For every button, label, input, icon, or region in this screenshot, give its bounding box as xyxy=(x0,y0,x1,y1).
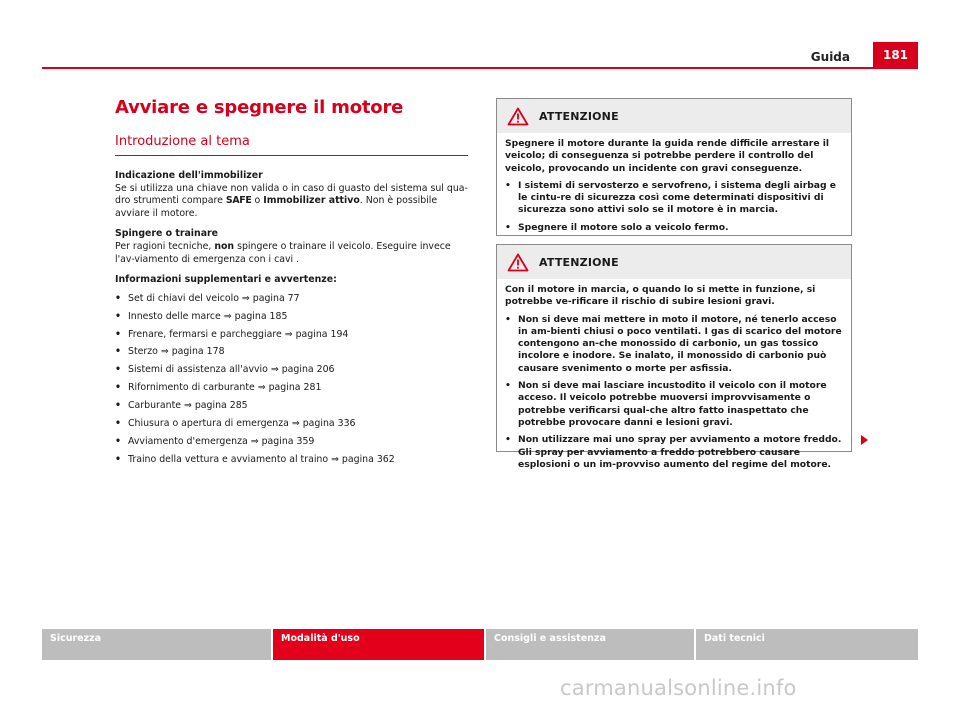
list-item: • Traino della vettura e avviamento al traino ⇒ pagina 362 xyxy=(115,454,468,467)
warning-intro: Spegnere il motore durante la guida rende difficile arrestare il veicolo; di conseguenza si potrebbe perdere il controllo del veicolo, provocando un incidente con gravi conseguenze. xyxy=(505,138,830,174)
continue-arrow-icon xyxy=(861,435,868,445)
page-title: Avviare e spegnere il motore xyxy=(115,97,404,118)
tab-modalita-uso[interactable]: Modalità d'uso xyxy=(273,629,484,660)
tab-sicurezza[interactable]: Sicurezza xyxy=(42,629,271,660)
immobilizer-text: Se si utilizza una chiave non valida o in caso di guasto del sistema sul qua-dro strumenti compare SAFE o Immobilizer attivo. Non è possibile avviare il motore. xyxy=(115,182,468,219)
warning-bullet: • Non utilizzare mai uno spray per avviamento a motore freddo. Gli spray per avviamento a freddo potrebbero causare esplosioni o un im-provviso aumento del regime del motore. xyxy=(505,434,843,471)
section-name: Guida xyxy=(810,50,850,64)
warning-body xyxy=(497,133,851,246)
warning-header xyxy=(497,99,851,133)
list-item: • Chiusura o apertura di emergenza ⇒ pagina 336 xyxy=(115,418,468,431)
push-heading: Spingere o trainare xyxy=(115,228,218,240)
warning-intro: Con il motore in marcia, o quando lo si mette in funzione, si potrebbe ve-rificare il rischio di subire lesioni gravi. xyxy=(505,284,816,308)
warning-box-2 xyxy=(496,244,852,470)
list-item: • Innesto delle marce ⇒ pagina 185 xyxy=(115,311,468,324)
warning-header xyxy=(497,245,851,279)
warning-title: ATTENZIONE xyxy=(539,109,619,123)
immobilizer-heading: Indicazione dell'immobilizer xyxy=(115,170,263,181)
warning-bullet: • I sistemi di servosterzo e servofreno, i sistema degli airbag e le cintu-re di sicurezza così come determinati dispositivi di sicurezza sono attivi solo se il motore è in marcia. xyxy=(505,180,843,217)
warning-bullet: • Non si deve mai mettere in moto il motore, né tenerlo acceso in am-bienti chiusi o poco ventilati. I gas di scarico del motore contengono an-che monossido di carbonio, un gas tossico incolore e inodore. Se inalato, il monossido di carbonio può causare svenimento o morte per asfissia. xyxy=(505,314,843,375)
list-item: • Sistemi di assistenza all'avvio ⇒ pagina 206 xyxy=(115,364,468,377)
warning-triangle-icon xyxy=(507,253,529,272)
warning-bullet: • Spegnere il motore solo a veicolo fermo. xyxy=(505,222,843,234)
list-item: • Set di chiavi del veicolo ⇒ pagina 77 xyxy=(115,293,468,306)
tab-consigli-assistenza[interactable]: Consigli e assistenza xyxy=(486,629,694,660)
watermark: carmanualsonline.info xyxy=(560,676,797,700)
warning-title: ATTENZIONE xyxy=(539,255,619,269)
safe-symbol: SAFE xyxy=(225,195,252,207)
page-number: 181 xyxy=(873,42,918,67)
list-item: • Carburante ⇒ pagina 285 xyxy=(115,400,468,413)
left-column xyxy=(115,96,468,472)
warning-body xyxy=(497,279,851,483)
info-heading: Informazioni supplementari e avvertenze: xyxy=(115,274,337,286)
list-item: • Avviamento d'emergenza ⇒ pagina 359 xyxy=(115,436,468,449)
footer-tabs xyxy=(42,629,918,660)
warning-bullet: • Non si deve mai lasciare incustodito il veicolo con il motore acceso. Il veicolo potrebbe muoversi improvvisamente o potrebbe verificarsi qual-che altro fatto inaspettato che potrebbe provocare danni e lesioni gravi. xyxy=(505,380,843,429)
tab-dati-tecnici[interactable]: Dati tecnici xyxy=(696,629,918,660)
list-item: • Sterzo ⇒ pagina 178 xyxy=(115,346,468,359)
warning-box-1 xyxy=(496,98,852,236)
header-rule xyxy=(42,67,918,69)
list-item: • Rifornimento di carburante ⇒ pagina 281 xyxy=(115,382,468,395)
warning-triangle-icon xyxy=(507,107,529,126)
push-text: Per ragioni tecniche, non spingere o trainare il veicolo. Eseguire invece l'av-viamento di emergenza con i cavi . xyxy=(115,240,451,265)
info-list xyxy=(115,293,468,467)
list-item: • Frenare, fermarsi e parcheggiare ⇒ pagina 194 xyxy=(115,329,468,342)
section-subtitle: Introduzione al tema xyxy=(115,134,468,156)
